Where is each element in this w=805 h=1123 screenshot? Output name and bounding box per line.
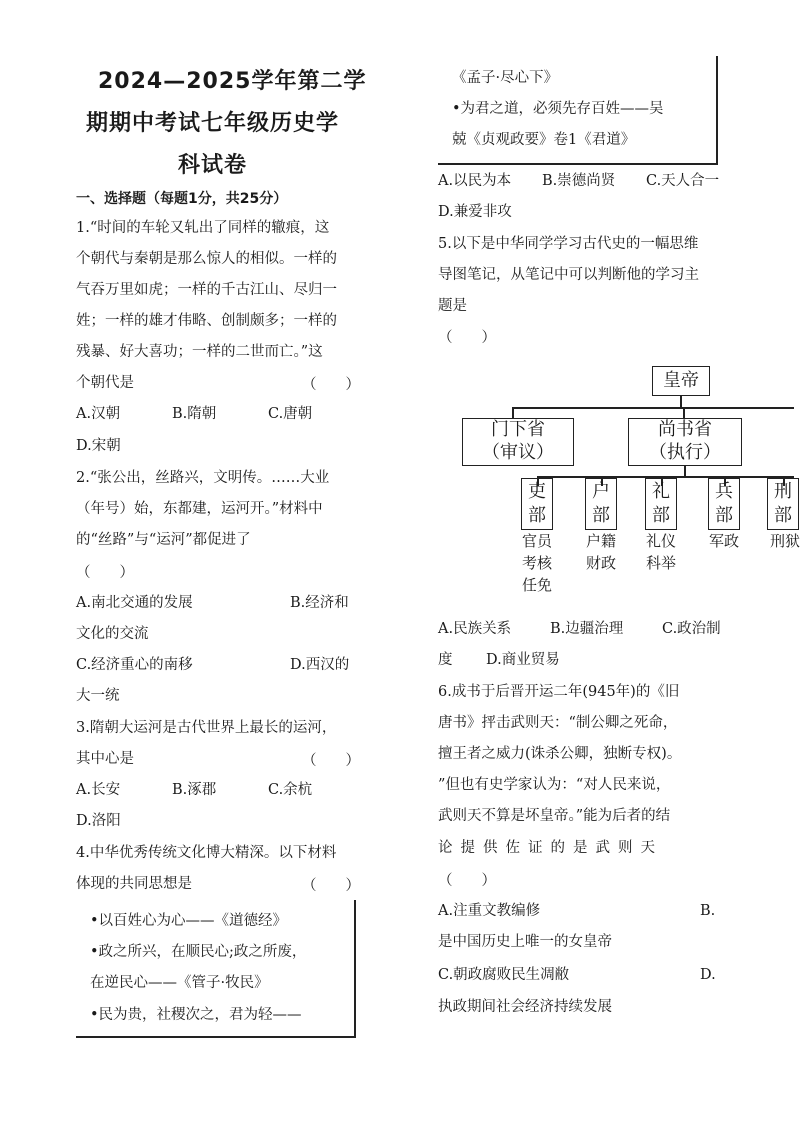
q6-line: 6.成书于后晋开运二年(945年)的《旧 <box>438 684 680 700</box>
material-quote: 在逆民心——《管子·牧民》 <box>90 975 269 991</box>
option-d[interactable]: D.西汉的 <box>290 657 350 673</box>
q1-line: 个朝代与秦朝是那么惊人的相似。一样的 <box>76 251 337 267</box>
option-c[interactable]: C.唐朝 <box>268 406 313 422</box>
q5-line: 5.以下是中华同学学习古代史的一幅思维 <box>438 236 699 252</box>
ministry-note: 官员 <box>521 532 552 550</box>
option-d-cont: 大一统 <box>76 688 120 704</box>
ministry-xing-label: 部 <box>774 505 792 526</box>
option-c[interactable]: C.朝政腐败民生凋敝 <box>438 967 570 983</box>
q6-line: 论提供佐证的是武则天 <box>438 840 663 856</box>
answer-blank[interactable]: （ ） <box>302 377 360 393</box>
option-d[interactable]: D.商业贸易 <box>486 652 560 668</box>
menxia-label: 门下省 <box>491 419 545 440</box>
q4-line: 4.中华优秀传统文化博大精深。以下材料 <box>76 845 337 861</box>
option-c[interactable]: C.政治制 <box>662 621 721 637</box>
option-b[interactable]: B. <box>700 903 716 919</box>
exam-title-line2: 期期中考试七年级历史学 <box>86 111 340 136</box>
q3-line: 其中心是 <box>76 751 134 767</box>
material-quote: •以百姓心为心——《道德经》 <box>90 913 288 929</box>
option-a[interactable]: A.长安 <box>76 782 121 798</box>
option-c[interactable]: C.经济重心的南移 <box>76 657 193 673</box>
q6-line: 唐书》抨击武则天：“制公卿之死命， <box>438 715 678 731</box>
answer-blank[interactable]: （ ） <box>302 753 360 769</box>
ministry-hu-label: 户 <box>592 481 610 502</box>
q6-line: 擅王者之威力(诛杀公卿，独断专权)。 <box>438 746 682 762</box>
ministry-bing-label: 部 <box>715 505 733 526</box>
option-b[interactable]: B.崇德尚贤 <box>542 173 616 189</box>
q1-line: 1.“时间的车轮又轧出了同样的辙痕，这 <box>76 220 330 236</box>
ministry-note: 户籍 <box>585 532 616 550</box>
exam-title-line3: 科试卷 <box>178 153 248 178</box>
option-d[interactable]: D.兼爱非攻 <box>438 204 512 220</box>
q1-line: 姓；一样的雄才伟略、创制颇多；一样的 <box>76 313 337 329</box>
material-quote: •为君之道，必须先存百姓——吴 <box>452 101 664 117</box>
ministry-li-label: 吏 <box>528 481 546 502</box>
ministry-note: 任免 <box>521 576 552 594</box>
ministry-hu-label: 部 <box>592 505 610 526</box>
q3-line: 3.隋朝大运河是古代世界上最长的运河， <box>76 720 337 736</box>
option-b-cont: 是中国历史上唯一的女皇帝 <box>438 934 612 950</box>
answer-blank[interactable]: （ ） <box>76 565 134 581</box>
ministry-note: 科举 <box>645 554 676 572</box>
material-quote: 兢《贞观政要》卷1《君道》 <box>452 132 636 148</box>
material-quote: •民为贵，社稷次之，君为轻—— <box>90 1007 302 1023</box>
ministry-note: 军政 <box>708 532 739 550</box>
option-a[interactable]: A.民族关系 <box>438 621 512 637</box>
material-box-border <box>716 56 718 164</box>
option-d[interactable]: D. <box>700 967 716 983</box>
option-c[interactable]: C.天人合一 <box>646 173 720 189</box>
ministry-note: 财政 <box>585 554 616 572</box>
option-d-cont: 执政期间社会经济持续发展 <box>438 999 612 1015</box>
q5-line: 题是 <box>438 298 467 314</box>
q2-line: 的“丝路”与“运河”都促进了 <box>76 532 251 548</box>
material-box-border <box>354 900 356 1037</box>
emperor-label: 皇帝 <box>663 370 699 391</box>
option-a[interactable]: A.汉朝 <box>76 406 121 422</box>
option-b[interactable]: B.边疆治理 <box>550 621 624 637</box>
option-b[interactable]: B.隋朝 <box>172 406 217 422</box>
shangshu-role: （执行） <box>649 442 721 463</box>
q6-line: 武则天不算是坏皇帝。”能为后者的结 <box>438 808 671 824</box>
q2-line: （年号）始，东都建，运河开。”材料中 <box>76 501 323 517</box>
q1-line: 残暴、好大喜功；一样的二世而亡。”这 <box>76 344 323 360</box>
ministry-li-label: 部 <box>528 505 546 526</box>
option-a[interactable]: A.南北交通的发展 <box>76 595 193 611</box>
section-heading: 一、选择题（每题1分，共25分） <box>76 191 288 207</box>
option-c[interactable]: C.余杭 <box>268 782 313 798</box>
q1-line: 气吞万里如虎；一样的千古江山、尽归一 <box>76 282 337 298</box>
menxia-role: （审议） <box>482 442 554 463</box>
material-quote: •政之所兴，在顺民心;政之所废， <box>90 944 307 960</box>
q5-line: 导图笔记，从笔记中可以判断他的学习主 <box>438 267 699 283</box>
material-box-border <box>76 1036 356 1038</box>
ministry-li2-label: 礼 <box>652 481 670 502</box>
option-a[interactable]: A.以民为本 <box>438 173 512 189</box>
option-c-cont: 度 <box>438 652 453 668</box>
material-box-border <box>438 163 718 165</box>
option-b[interactable]: B.涿郡 <box>172 782 217 798</box>
option-b-cont: 文化的交流 <box>76 626 149 642</box>
ministry-xing-label: 刑 <box>774 481 792 502</box>
connector <box>512 407 794 409</box>
q1-line: 个朝代是 <box>76 375 134 391</box>
exam-title-line1: 2024—2025学年第二学 <box>98 69 367 94</box>
ministry-note: 考核 <box>521 554 552 572</box>
material-quote: 《孟子·尽心下》 <box>452 70 559 86</box>
shangshu-label: 尚书省 <box>658 419 712 440</box>
option-a[interactable]: A.注重文教编修 <box>438 903 541 919</box>
q4-line: 体现的共同思想是 <box>76 876 192 892</box>
option-d[interactable]: D.宋朝 <box>76 438 121 454</box>
answer-blank[interactable]: （ ） <box>302 878 360 894</box>
answer-blank[interactable]: （ ） <box>438 873 496 889</box>
answer-blank[interactable]: （ ） <box>438 330 496 346</box>
ministry-note: 刑狱 <box>769 532 800 550</box>
ministry-li2-label: 部 <box>652 505 670 526</box>
ministry-note: 礼仪 <box>645 532 676 550</box>
ministry-bing-label: 兵 <box>715 481 733 502</box>
option-b[interactable]: B.经济和 <box>290 595 349 611</box>
q2-line: 2.“张公出，丝路兴，文明传。……大业 <box>76 470 330 486</box>
option-d[interactable]: D.洛阳 <box>76 813 121 829</box>
q6-line: ”但也有史学家认为：“对人民来说， <box>438 777 671 793</box>
